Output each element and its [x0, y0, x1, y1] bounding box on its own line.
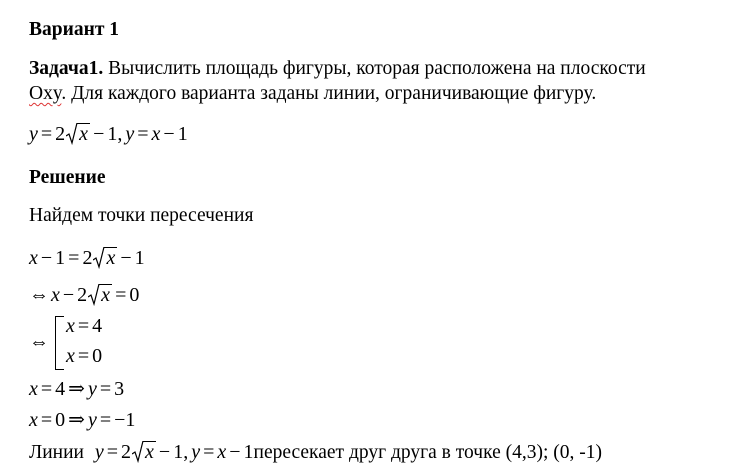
- task-text-1: Вычислить площадь фигуры, которая расположена на плоскости: [103, 58, 646, 79]
- task-paragraph-line-1: [29, 57, 646, 81]
- variant-title-text: Вариант 1: [29, 19, 120, 40]
- task-text-2: . Для каждого варианта заданы линии, ограничивающие фигуру.: [61, 83, 597, 104]
- implies-arrow-icon: ⇒: [68, 378, 85, 400]
- implies-arrow-icon: ⇒: [68, 409, 85, 431]
- given-functions: y = 2 x − 1, y = x − 1: [29, 123, 188, 145]
- task-oxy: Oxy: [29, 83, 62, 104]
- sqrt-symbol: x: [66, 122, 90, 146]
- iff-arrow-icon: ⇔: [29, 284, 49, 306]
- sqrt-symbol: x: [132, 440, 156, 464]
- square-bracket: [55, 316, 64, 370]
- sqrt-symbol: x: [93, 246, 117, 270]
- task-paragraph-line-2: [29, 82, 596, 106]
- intersection-text: Найдем точки пересечения: [29, 205, 254, 226]
- sqrt-symbol: x: [88, 283, 112, 307]
- equation-2: ⇔ x − 2 x = 0: [29, 284, 140, 306]
- root-x-0: x = 0: [66, 345, 103, 367]
- equation-1: x − 1 = 2 x − 1: [29, 247, 145, 269]
- root-x-4: x = 4: [66, 315, 103, 337]
- result-2: x = 0 ⇒ y = −1: [29, 409, 136, 431]
- iff-arrow-icon: ⇔: [29, 331, 49, 353]
- solution-heading: Решение: [29, 167, 106, 188]
- task-label: Задача1.: [29, 58, 104, 79]
- result-1: x = 4 ⇒ y = 3: [29, 378, 125, 400]
- variant-title: [29, 18, 119, 42]
- conclusion: Линии y = 2 x − 1, y = x − 1пересекает друг друга в точке (4,3); (0, -1): [29, 441, 602, 463]
